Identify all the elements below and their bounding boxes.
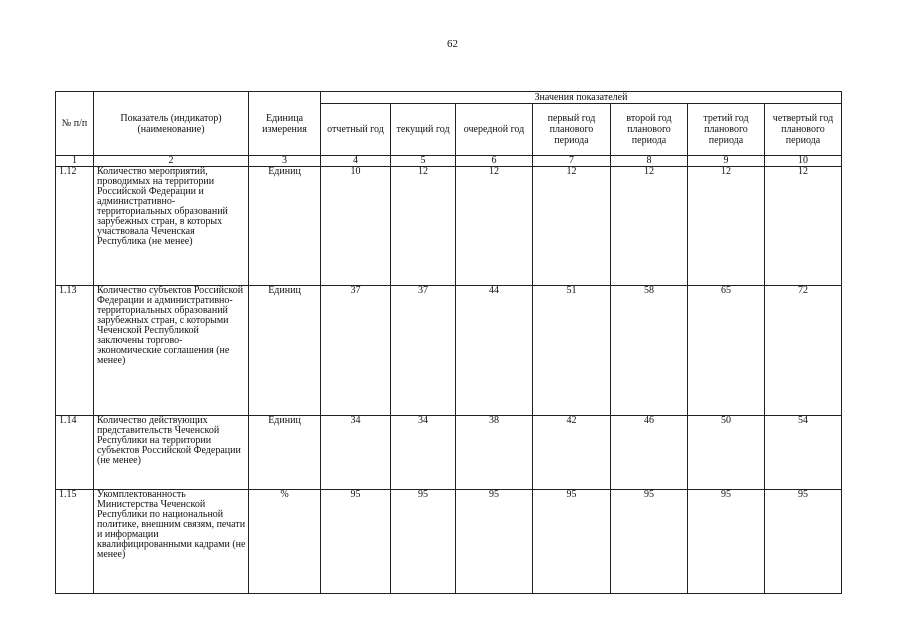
row-value: 58 bbox=[611, 286, 688, 416]
column-number: 4 bbox=[321, 156, 391, 167]
row-indicator: Количество субъектов Российской Федерации и административно-территориальных образований зарубежных стран, с которыми Чеченской Республикой заключены торгово-экономические соглашения (не менее) bbox=[94, 286, 249, 416]
row-unit: Единиц bbox=[249, 416, 321, 490]
row-value: 95 bbox=[611, 490, 688, 594]
page-number: 62 bbox=[447, 38, 458, 50]
row-value: 34 bbox=[321, 416, 391, 490]
header-year: четвертый год планового периода bbox=[765, 104, 842, 156]
column-number: 2 bbox=[94, 156, 249, 167]
row-value: 12 bbox=[456, 167, 533, 286]
row-value: 12 bbox=[611, 167, 688, 286]
column-number: 9 bbox=[688, 156, 765, 167]
column-number: 5 bbox=[391, 156, 456, 167]
row-value: 46 bbox=[611, 416, 688, 490]
row-value: 65 bbox=[688, 286, 765, 416]
row-value: 44 bbox=[456, 286, 533, 416]
row-value: 72 bbox=[765, 286, 842, 416]
header-year: второй год планового периода bbox=[611, 104, 688, 156]
row-unit: Единиц bbox=[249, 167, 321, 286]
row-value: 37 bbox=[321, 286, 391, 416]
row-value: 38 bbox=[456, 416, 533, 490]
column-number: 10 bbox=[765, 156, 842, 167]
row-value: 12 bbox=[533, 167, 611, 286]
header-unit: Единица измерения bbox=[249, 92, 321, 156]
row-value: 95 bbox=[533, 490, 611, 594]
row-value: 50 bbox=[688, 416, 765, 490]
header-year: отчетный год bbox=[321, 104, 391, 156]
row-unit: % bbox=[249, 490, 321, 594]
row-value: 95 bbox=[321, 490, 391, 594]
row-value: 95 bbox=[391, 490, 456, 594]
row-indicator: Укомплектованность Министерства Чеченской Республики по национальной политике, внешним связям, печати и информации квалифицированными кадрами (не менее) bbox=[94, 490, 249, 594]
header-year: текущий год bbox=[391, 104, 456, 156]
row-value: 12 bbox=[765, 167, 842, 286]
row-value: 54 bbox=[765, 416, 842, 490]
row-number: 1.15 bbox=[56, 490, 94, 594]
row-number: 1.13 bbox=[56, 286, 94, 416]
column-number: 8 bbox=[611, 156, 688, 167]
column-number: 6 bbox=[456, 156, 533, 167]
header-values-group: Значения показателей bbox=[321, 92, 842, 104]
header-indicator: Показатель (индикатор) (наименование) bbox=[94, 92, 249, 156]
row-value: 42 bbox=[533, 416, 611, 490]
row-value: 51 bbox=[533, 286, 611, 416]
row-unit: Единиц bbox=[249, 286, 321, 416]
table-row bbox=[56, 490, 842, 594]
table-row bbox=[56, 167, 842, 286]
row-indicator: Количество действующих представительств Чеченской Республики на территории субъектов Российской Федерации (не менее) bbox=[94, 416, 249, 490]
table-row bbox=[56, 416, 842, 490]
header-year: первый год планового периода bbox=[533, 104, 611, 156]
column-number: 1 bbox=[56, 156, 94, 167]
row-value: 95 bbox=[456, 490, 533, 594]
row-number: 1.14 bbox=[56, 416, 94, 490]
row-value: 12 bbox=[391, 167, 456, 286]
header-year: третий год планового периода bbox=[688, 104, 765, 156]
row-indicator: Количество мероприятий, проводимых на территории Российской Федерации и административно-территориальных образований зарубежных стран, в которых участвовала Чеченская Республика (не менее) bbox=[94, 167, 249, 286]
row-value: 95 bbox=[765, 490, 842, 594]
row-value: 95 bbox=[688, 490, 765, 594]
indicators-table bbox=[55, 91, 842, 594]
header-num: № п/п bbox=[56, 92, 94, 156]
row-value: 12 bbox=[688, 167, 765, 286]
column-number: 3 bbox=[249, 156, 321, 167]
row-value: 10 bbox=[321, 167, 391, 286]
table-row bbox=[56, 286, 842, 416]
column-number: 7 bbox=[533, 156, 611, 167]
row-value: 34 bbox=[391, 416, 456, 490]
row-value: 37 bbox=[391, 286, 456, 416]
row-number: 1.12 bbox=[56, 167, 94, 286]
header-year: очередной год bbox=[456, 104, 533, 156]
